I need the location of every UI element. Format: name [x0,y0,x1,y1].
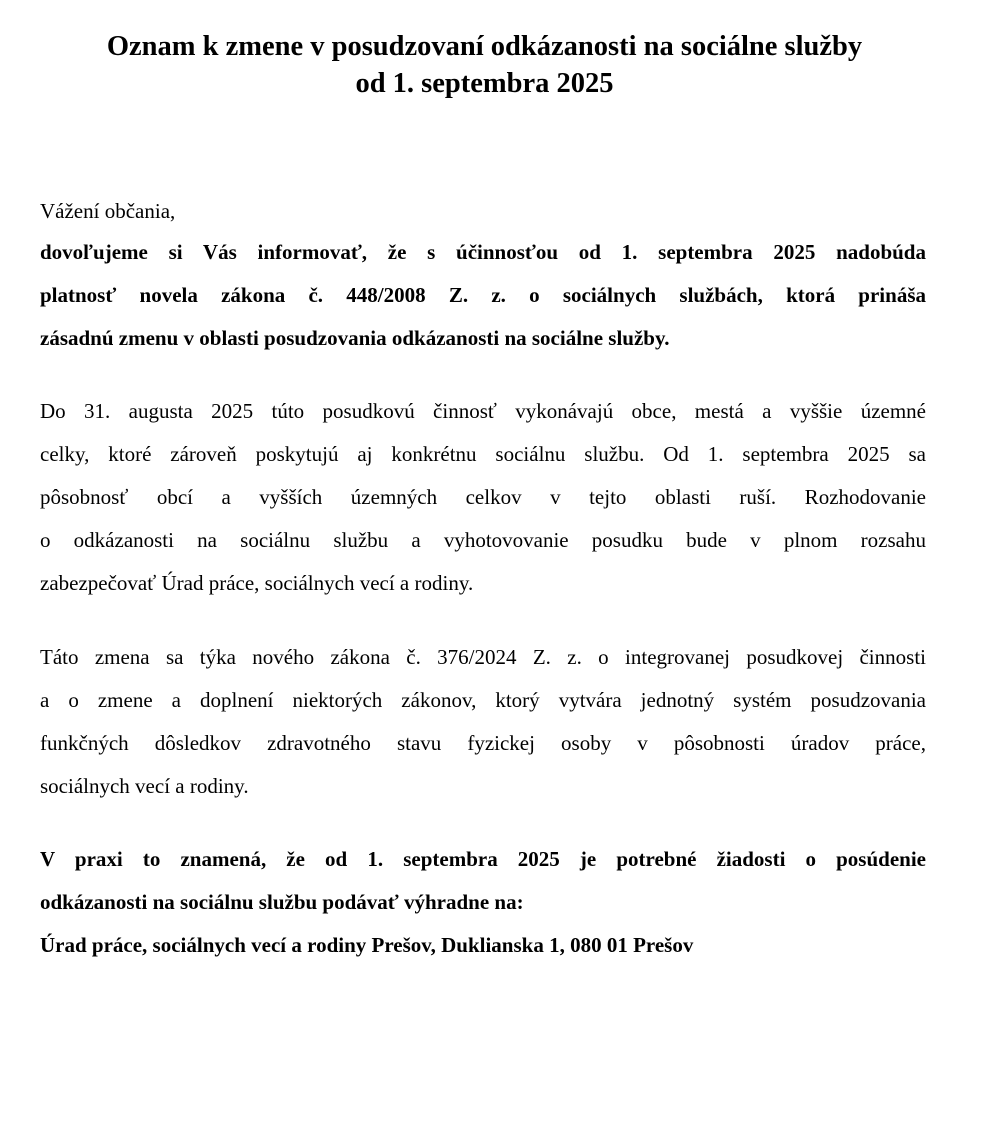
paragraph-practice [40,838,926,967]
intro-line: platnosť novela zákona č. 448/2008 Z. z. o sociálnych službách, ktorá prináša [40,283,926,307]
paragraph-line: zabezpečovať Úrad práce, sociálnych vecí a rodiny. [40,571,474,595]
document-title-line-1: Oznam k zmene v posudzovaní odkázanosti na sociálne služby [106,31,863,62]
paragraph-law [40,636,926,808]
paragraph-line: celky, ktoré zároveň poskytujú aj konkrétnu sociálnu službu. Od 1. septembra 2025 sa [40,442,926,466]
paragraph-line: sociálnych vecí a rodiny. [40,774,249,798]
paragraph-line: V praxi to znamená, že od 1. septembra 2025 je potrebné žiadosti o posúdenie [40,847,926,871]
document-title-line-2: od 1. septembra 2025 [355,68,614,99]
paragraph-line: Táto zmena sa týka nového zákona č. 376/2024 Z. z. o integrovanej posudkovej činnosti [40,645,926,669]
intro-line: zásadnú zmenu v oblasti posudzovania odkázanosti na sociálne služby. [40,326,670,350]
intro-line: dovoľujeme si Vás informovať, že s účinnosťou od 1. septembra 2025 nadobúda [40,240,926,264]
office-address: Úrad práce, sociálnych vecí a rodiny Prešov, Duklianska 1, 080 01 Prešov [40,933,694,957]
paragraph-line: odkázanosti na sociálnu službu podávať výhradne na: [40,890,524,914]
greeting-text: Vážení občania, [40,199,176,223]
paragraph-line: pôsobnosť obcí a vyšších územných celkov v tejto oblasti ruší. Rozhodovanie [40,485,926,509]
paragraph-line: Do 31. augusta 2025 túto posudkovú činnosť vykonávajú obce, mestá a vyššie územné [40,399,926,423]
paragraph-line: funkčných dôsledkov zdravotného stavu fyzickej osoby v pôsobnosti úradov práce, [40,731,926,755]
paragraph-transition [40,390,926,605]
greeting [40,190,926,233]
paragraph-line: o odkázanosti na sociálnu službu a vyhotovovanie posudku bude v plnom rozsahu [40,528,926,552]
intro-paragraph [40,231,926,360]
paragraph-line: a o zmene a doplnení niektorých zákonov, ktorý vytvára jednotný systém posudzovania [40,688,926,712]
